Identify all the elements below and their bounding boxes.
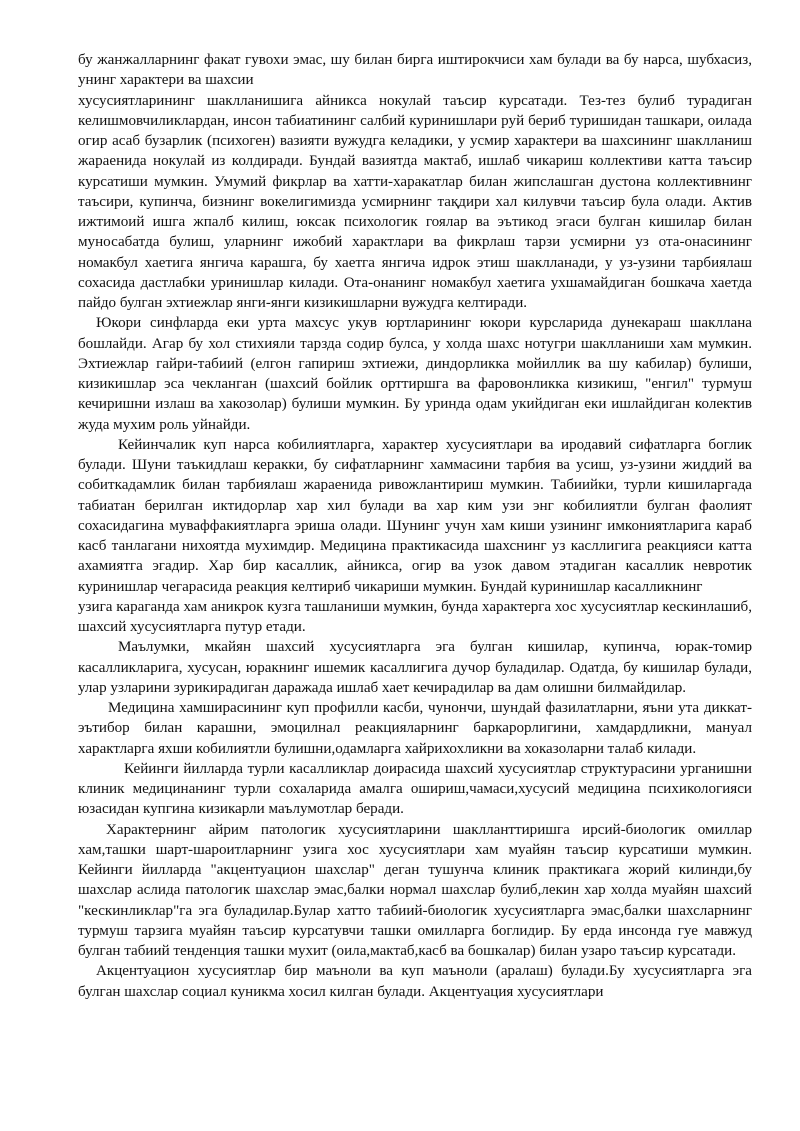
paragraph-2: хусусиятларининг шаклланишига айникса нокулай таъсир курсатади. Тез-тез булиб турадиган келишмовчиликлардан, инсон табиатининг салбий куринишлари руй бериб туришидан ташкари, оилада огир асаб бузарлик (психоген) вазияти вужудга келадики, у усмир характери ва шахсининг шаклланиш жараенида нокулай из колдиради. Бундай вазиятда мактаб, ишлаб чикариш коллективи катта таъсир курсатиши мумкин. Умумий фикрлар ва хатти-харакатлар билан жипслашган дустона коллективнинг таъсири, купинча, бизнинг вокелигимизда усмирнинг тақдири хал килувчи таъсир була олади. Актив ижтимоий ишга жпалб килиш, юксак психологик гоялар ва эътикод эгаси булган кишилар билан муносабатда булиш, уларнинг ижобий характлари ва фикрлаш тарзи усмирни уз ота-онасининг номакбул хаетига янгича карашга, бу хаетга янгича идрок этиш шаклланади, у уз-узини тарбиялаш сохасида дастлабки уринишлар килади. Ота-онанинг номакбул хаетига ухшамайдиган бошкача хаетда пайдо булган эхтиежлар янги-янги кизикишларни вужудга келтиради. — [78, 92, 752, 311]
paragraph-9: Характернинг айрим патологик хусусиятларини шаклланттиришга ирсий-биологик омиллар хам,ташки шарт-шароитларнинг узига хос хусусиятлари хам муайян таъсир курсатиши мумкин. Кейинги йилларда "акцентуацион шахслар" деган тушунча клиник практикага жорий килинди,бу шахслар аслида патологик шахслар эмас,балки нормал шахслар булиб,лекин хар холда муайян шахсий "кескинликлар"га эга буладилар.Булар хатто табиий-биологик хусусиятларга эмас,балки шахсларнинг турмуш тарзига муайян таъсир курсатувчи ташки омилларга боглидир. Бу ерда инсонда гуе мавжуд булган табиий тенденция ташки мухит (оила,мактаб,касб ва бошкалар) билан узаро таъсир курсатади. — [78, 821, 752, 959]
paragraph-3: Юкори синфларда еки урта махсус укув юртларининг юкори курсларида дунекараш шакллана бошлайди. Агар бу хол стихияли тарзда содир булса, у холда шахс нотугри шаклланиши хам мумкин. Эхтиежлар гайри-табиий (елгон гапириш эхтиежи, диндорликка мойиллик ва шу кабилар) булиши, кизикишлар эса чекланган (шахсий бойлик орттиршга ва фаровонликка кизикиш, "енгил" турмуш кечиришни излаш ва хакозолар) булиши мумкин. Бу уринда одам укийдиган еки ишлайдиган колектив жуда мухим роль уйнайди. — [78, 315, 752, 433]
paragraph-10: Акцентуацион хусусиятлар бир маъноли ва куп маъноли (аралаш) булади.Бу хусусиятларга эга булган шахслар социал куникма хосил килган булади. Акцентуация хусусиятлари — [78, 963, 752, 1000]
paragraph-7: Медицина хамширасининг куп профилли касби, чунончи, шундай фазилатларни, яъни ута диккат-эътибор билан карашни, эмоцилнал реакцияларнинг баркарорлигини, хамдардликни, мануал характларга яхши кобилиятли булишни,одамларга хайрихохликни ва хоказоларни талаб килади. — [78, 700, 752, 757]
document-page — [78, 50, 752, 1002]
paragraph-6: Маълумки, мкайян шахсий хусусиятларга эга булган кишилар, купинча, юрак-томир касалликларига, хусусан, юракнинг ишемик касаллигига дучор буладилар. Одатда, бу кишилар булади, улар узларини зурикирадиган даражада ишлаб хает кечирадилар ва дам олишни билмайдилар. — [78, 639, 752, 696]
paragraph-5: узига караганда хам аникрок кузга ташланиши мумкин, бунда характерга хос хусусиятлар кескинлашиб, шахсий хусусиятларга путур етади. — [78, 598, 752, 635]
paragraph-1: бу жанжалларнинг факат гувохи эмас, шу билан бирга иштирокчиси хам булади ва бу нарса, шубхасиз, унинг характери ва шахсии — [78, 52, 752, 89]
paragraph-4: Кейинчалик куп нарса кобилиятларга, характер хусусиятлари ва иродавий сифатларга боглик булади. Шуни таъкидлаш керакки, бу сифатларнинг хаммасини тарбия ва усиш, уз-узини жиддий ва собиткадамлик билан тарбиялаш жараенида ривожлантириш мумкин. Табиийки, турли кишиларгада табиатан берилган иктидорлар хар хил булади ва хар ким узи энг кобилиятли булган фаолият сохасидагина муваффакиятларга эриша олади. Шунинг учун хам киши узининг имкониятларига караб касб танлагани нихоятда мухимдир. Медицина практикасида шахснинг уз касллигига реакцияси катта ахамиятга эгадир. Хар бир касаллик, айникса, огир ва узок давом этадиган касаллик невротик куринишлар чегарасида реакция келтириб чикариши мумкин. Бундай куринишлар касалликнинг — [78, 436, 752, 595]
paragraph-8: Кейинги йилларда турли касалликлар доирасида шахсий хусусиятлар структурасини урганишни клиник медицинанинг турли сохаларида амалга ошириш,чамаси,хусусий медицина психикологияси юзасидан купгина кизикарли маълумотлар беради. — [78, 760, 752, 818]
